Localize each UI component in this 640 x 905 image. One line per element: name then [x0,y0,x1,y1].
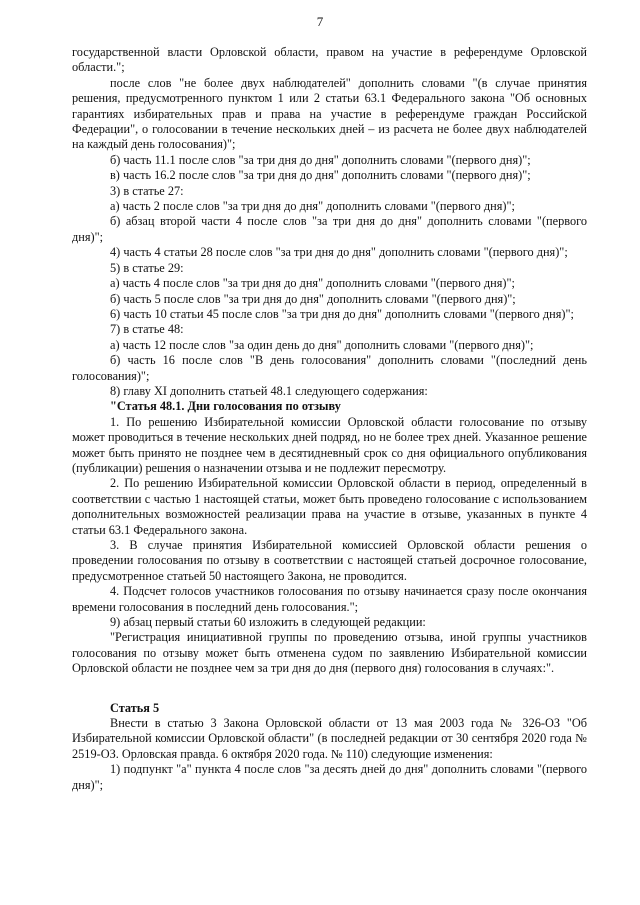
section-heading: Статья 5 [110,700,160,715]
paragraph: 2. По решению Избирательной комиссии Орловской области в период, определенный в соответствии с частью 1 настоящей статьи, может быть проведено голосование с использованием дополнительных возможностей реализации права на участие в отзыве, указанных в пункте 4 статьи 63.1 Федерального закона. [72,476,587,537]
paragraph: 9) абзац первый статьи 60 изложить в следующей редакции: [110,615,426,630]
paragraph: 4) часть 4 статьи 28 после слов "за три дня до дня" дополнить словами "(первого дня)"; [110,245,568,260]
paragraph: а) часть 4 после слов "за три дня до дня" дополнить словами "(первого дня)"; [110,276,515,291]
paragraph: а) часть 2 после слов "за три дня до дня" дополнить словами "(первого дня)"; [110,199,515,214]
paragraph: а) часть 12 после слов "за один день до дня" дополнить словами "(первого дня)"; [110,337,534,352]
paragraph: 3) в статье 27: [110,183,184,198]
paragraph: 6) часть 10 статьи 45 после слов "за три дня до дня" дополнить словами "(первого дня)"; [110,306,574,321]
paragraph: 3. В случае принятия Избирательной комиссией Орловской области решения о проведении голосования по отзыву в соответствии с настоящей статьей досрочное голосование, предусмотренное статьей 50 настоящего Закона, не проводится. [72,538,587,583]
paragraph: 1. По решению Избирательной комиссии Орловской области голосование по отзыву может проводиться в течение нескольких дней подряд, но не более трех дней. Указанное решение может быть принято не позднее чем в десятидневный срок со дня официального опубликования (публикации) решения о назначении отзыва и не подлежит пересмотру. [72,414,587,475]
paragraph: 4. Подсчет голосов участников голосования по отзыву начинается сразу после окончания времени голосования в последний день голосования."; [72,584,587,614]
document-body [72,45,587,793]
paragraph: Внести в статью 3 Закона Орловской области от 13 мая 2003 года № 326-ОЗ "Об Избирательной комиссии Орловской области" (в последней редакции от 30 сентября 2020 года № 2519-ОЗ. Орловская правда. 6 октября 2020 года. № 110) следующие изменения: [72,716,587,761]
paragraph: в) часть 16.2 после слов "за три дня до дня" дополнить словами "(первого дня)"; [110,168,531,183]
paragraph: после слов "не более двух наблюдателей" дополнить словами "(в случае принятия решения, предусмотренного пунктом 1 или 2 статьи 63.1 Федерального закона "Об основных гарантиях избирательных прав и права на участие в референдуме граждан Российской Федерации", о голосовании в течение нескольких дней – из расчета не более двух наблюдателей на каждый день голосования)"; [72,75,587,152]
paragraph: 8) главу XI дополнить статьей 48.1 следующего содержания: [110,383,428,398]
page-number: 7 [316,14,324,29]
paragraph: б) часть 11.1 после слов "за три дня до дня" дополнить словами "(первого дня)"; [110,152,531,167]
paragraph: 5) в статье 29: [110,260,184,275]
paragraph: б) часть 5 после слов "за три дня до дня" дополнить словами "(первого дня)"; [110,291,516,306]
paragraph: б) часть 16 после слов "В день голосования" дополнить словами "(последний день голосования)"; [72,353,587,383]
paragraph: "Регистрация инициативной группы по проведению отзыва, иной группы участников голосования по отзыву может быть отменена судом по заявлению Избирательной комиссии Орловской области не позднее чем за три дня до дня (первого дня) голосования в случаях:". [72,630,587,676]
article-heading: "Статья 48.1. Дни голосования по отзыву [110,399,341,414]
paragraph: 1) подпункт "а" пункта 4 после слов "за десять дней до дня" дополнить словами "(первого дня)"; [72,762,587,792]
paragraph: государственной власти Орловской области, правом на участие в референдуме Орловской области."; [72,45,587,75]
paragraph: б) абзац второй части 4 после слов "за три дня до дня" дополнить словами "(первого дня)"; [72,214,587,244]
paragraph: 7) в статье 48: [110,322,184,337]
